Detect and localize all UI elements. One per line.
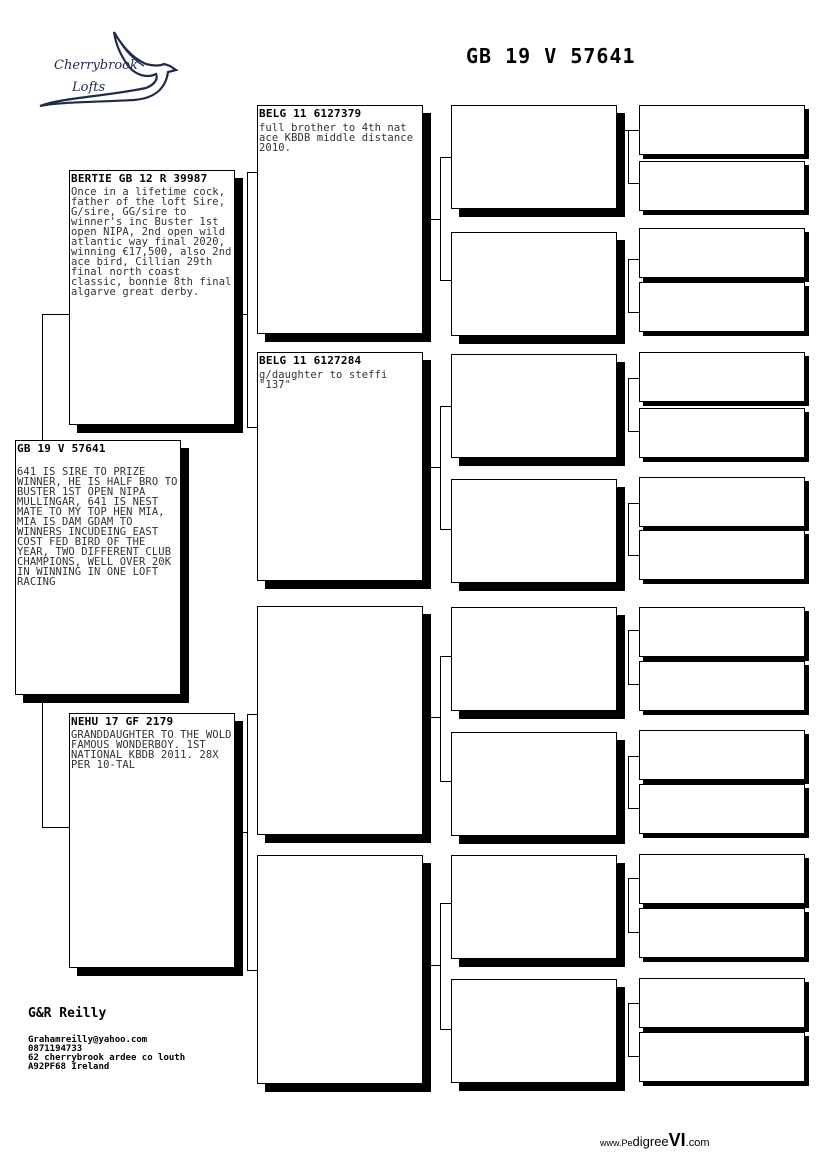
dam-card[interactable]	[69, 713, 235, 968]
logo-line1: Cherrybrook	[54, 58, 138, 73]
subject-notes: 641 IS SIRE TO PRIZE WINNER, HE IS HALF BRO TO BUSTER 1ST OPEN NIPA MULLINGAR, 641 IS NEST MATE TO MY TOP HEN MIA, MIA IS DAM GDAM TO WINNERS INCUDEING EAST COST FED BIRD OF THE YEAR, TWO DIFFERENT CLUB CHAMPIONS, WELL OVER 20K IN WINNING IN ONE LOFT RACING	[17, 466, 178, 588]
gen5-card[interactable]	[639, 352, 805, 402]
subject-ring-number: GB 19 V 57641	[17, 442, 106, 455]
gen5-card[interactable]	[639, 661, 805, 711]
brand-pre: www.Pe	[600, 1138, 633, 1148]
logo-line2: Lofts	[72, 80, 106, 95]
sire-dam-card[interactable]	[257, 352, 423, 581]
gen5-card[interactable]	[639, 477, 805, 527]
brand-suf: .com	[685, 1137, 710, 1149]
owner-name: G&R Reilly	[28, 1006, 107, 1021]
cherrybrook-lofts-logo	[38, 28, 188, 108]
sire-sire-card[interactable]	[257, 105, 423, 334]
gen4-card[interactable]	[451, 732, 617, 836]
owner-phone: 0871194733	[28, 1044, 83, 1054]
gen5-card[interactable]	[639, 161, 805, 211]
sire-card[interactable]	[69, 170, 235, 425]
sire-dam-ring-number: BELG 11 6127284	[259, 354, 362, 367]
pedigreevi-branding	[600, 1130, 710, 1151]
gen5-card[interactable]	[639, 607, 805, 657]
gen4-card[interactable]	[451, 354, 617, 458]
dam-ring-number: NEHU 17 GF 2179	[71, 715, 174, 728]
gen5-card[interactable]	[639, 978, 805, 1028]
gen5-card[interactable]	[639, 105, 805, 155]
gen5-card[interactable]	[639, 730, 805, 780]
dam-dam-card[interactable]	[257, 855, 423, 1084]
subject-card[interactable]	[15, 440, 181, 695]
owner-address: 62 cherrybrook ardee co louth	[28, 1053, 186, 1063]
gen4-card[interactable]	[451, 479, 617, 583]
sire-sire-ring-number: BELG 11 6127379	[259, 107, 362, 120]
gen5-card[interactable]	[639, 408, 805, 458]
owner-postcode: A92PF68 Ireland	[28, 1062, 110, 1072]
gen4-card[interactable]	[451, 232, 617, 336]
brand-v: V	[668, 1130, 681, 1150]
sire-ring-number: BERTIE GB 12 R 39987	[71, 172, 208, 185]
sire-dam-notes: g/daughter to steffi "137"	[259, 369, 388, 391]
gen4-card[interactable]	[451, 105, 617, 209]
page-title: GB 19 V 57641	[466, 44, 636, 68]
gen5-card[interactable]	[639, 530, 805, 580]
gen5-card[interactable]	[639, 282, 805, 332]
gen5-card[interactable]	[639, 784, 805, 834]
gen4-card[interactable]	[451, 855, 617, 959]
dam-sire-card[interactable]	[257, 606, 423, 835]
owner-contact	[28, 1036, 185, 1072]
brand-mid: digree	[632, 1134, 669, 1149]
gen5-card[interactable]	[639, 228, 805, 278]
dam-notes: GRANDDAUGHTER TO THE WOLD FAMOUS WONDERBOY. 1ST NATIONAL KBDB 2011. 28X PER 10-TAL	[71, 729, 232, 771]
brand-i: I	[680, 1130, 686, 1150]
gen4-card[interactable]	[451, 979, 617, 1083]
sire-sire-notes: full brother to 4th nat ace KBDB middle distance 2010.	[259, 122, 414, 154]
gen5-card[interactable]	[639, 854, 805, 904]
gen4-card[interactable]	[451, 607, 617, 711]
gen5-card[interactable]	[639, 908, 805, 958]
sire-notes: Once in a lifetime cock, father of the loft Sire, G/sire, GG/sire to winner's inc Buster 1st open NIPA, 2nd open wild atlantic way final 2020, winning €17,500, also 2nd ace bird, Cillian 29th final north coast classic, bonnie 8th final algarve great derby.	[71, 186, 232, 298]
gen5-card[interactable]	[639, 1032, 805, 1082]
owner-email[interactable]: Grahamreilly@yahoo.com	[28, 1035, 148, 1045]
